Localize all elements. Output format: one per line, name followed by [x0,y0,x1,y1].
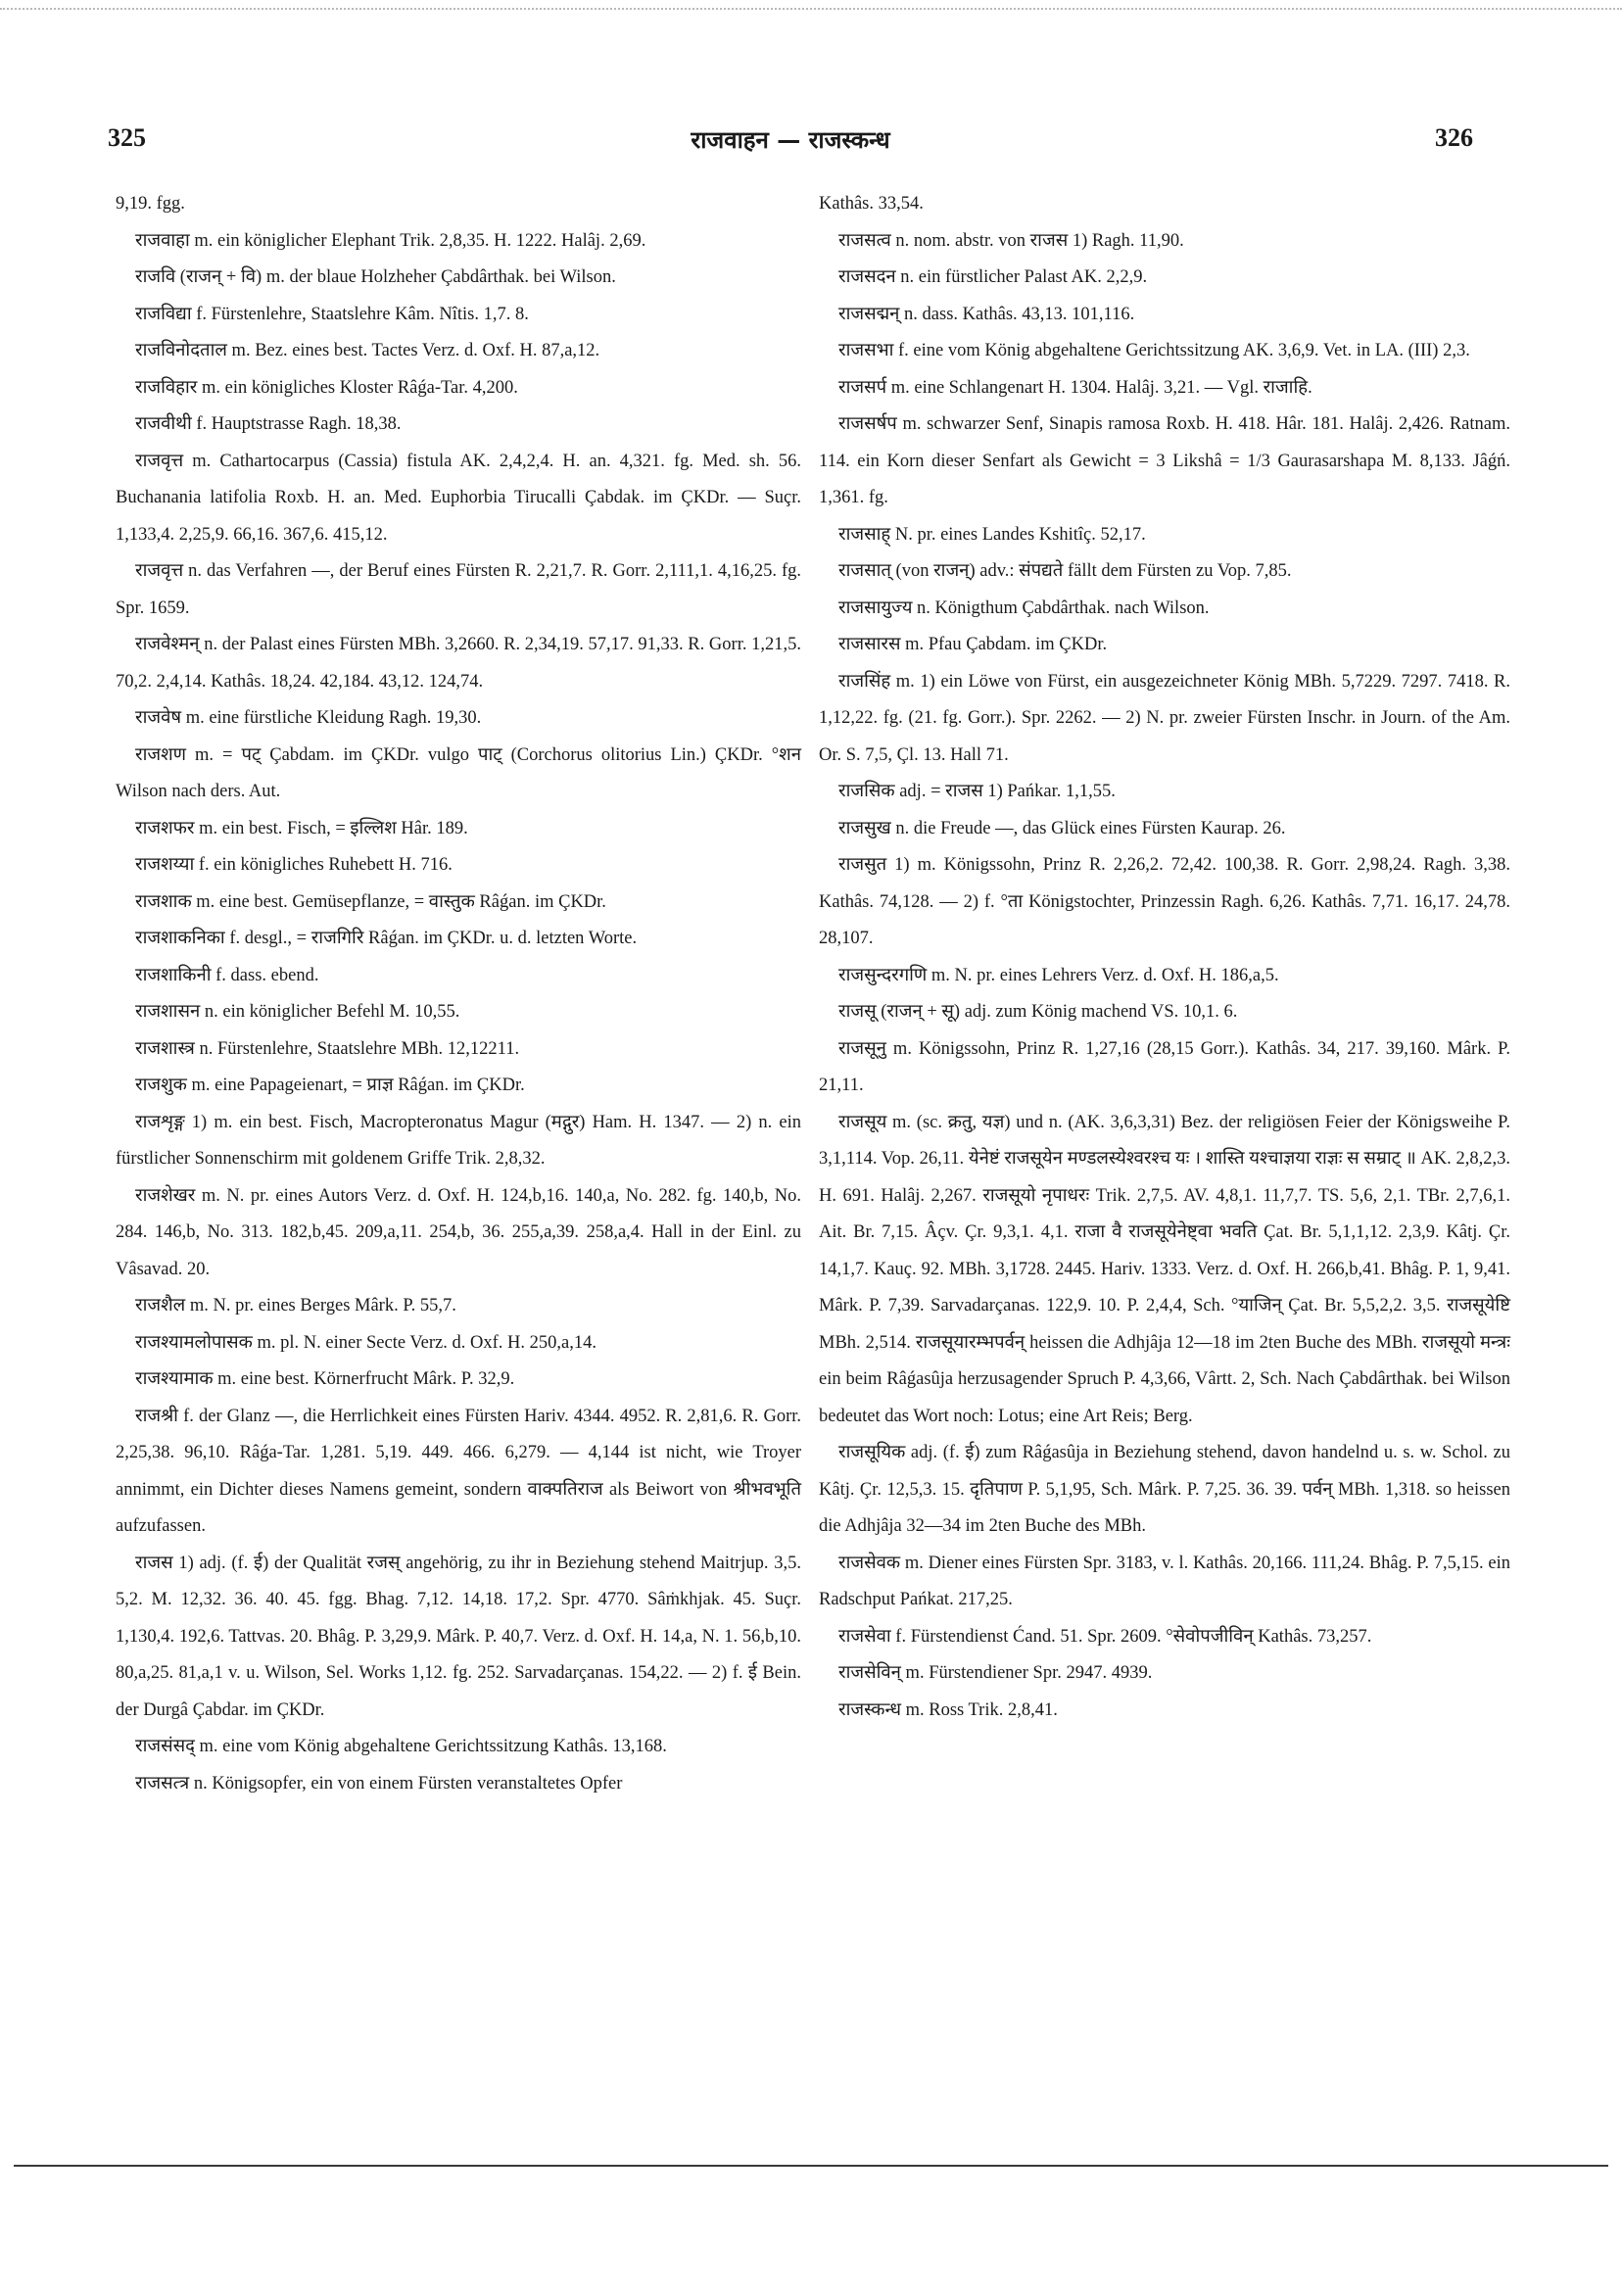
entry: राजसुन्दरगणि m. N. pr. eines Lehrers Verz. d. Oxf. H. 186,a,5. [838,965,1279,985]
entry: राजसद्मन् n. dass. Kathâs. 43,13. 101,116. [838,304,1135,324]
entry: राजशुक m. eine Papageienart, = प्राज्ञ Râǵan. im ÇKDr. [135,1076,525,1095]
entry: राजसत्व n. nom. abstr. von राजस 1) Ragh. 11,90. [838,230,1184,251]
entry: राजसर्षप m. schwarzer Senf, Sinapis ramosa Roxb. H. 418. Hâr. 181. Halâj. 2,426. Ratnam. 114. ein Korn dieser Senfart als Gewicht = 3 Likshâ = 1/3 Gaurasarshapa M. 8,133. Jâǵń. 1,361. fg. [819,414,1510,507]
left-column [116,186,801,1802]
entry: राजसात् (von राजन्) adv.: संपद्यते fällt dem Fürsten zu Vop. 7,85. [838,561,1292,581]
entry: राजसू (राजन् + सू) adj. zum König machend VS. 10,1. 6. [838,1002,1238,1022]
top-border [0,8,1622,10]
entry: राजशाकनिका f. desgl., = राजगिरि Râǵan. im ÇKDr. u. d. letzten Worte. [135,929,638,948]
entry: राजशास्त्र n. Fürstenlehre, Staatslehre MBh. 12,12211. [135,1038,520,1059]
entry: राजशफर m. ein best. Fisch, = इल्लिश Hâr. 189. [135,818,468,838]
entry: राजस 1) adj. (f. ई) der Qualität रजस् angehörig, zu ihr in Beziehung stehend Maitrjup. 3,5. 5,2. M. 12,32. 36. 40. 45. fgg. Bhag. 7,12. 14,18. 17,2. Spr. 4770. Sâṁkhjak. 45. Suçr. 1,130,4. 192,6. Tattvas. 20. Bhâg. P. 3,29,9. Mârk. P. 40,7. Verz. d. Oxf. H. 14,a, N. 1. 56,b,10. 80,a,25. 81,a,1 v. u. Wilson, Sel. Works 1,12. fg. 252. Sarvadarçanas. 154,22. — 2) f. ई Bein. der Durgâ Çabdar. im ÇKDr. [116,1553,801,1720]
entry: राजवृत्त n. das Verfahren —, der Beruf eines Fürsten R. 2,21,7. R. Gorr. 2,111,1. 4,16,25. fg. Spr. 1659. [116,561,801,618]
right-column [819,186,1510,1729]
entry: राजसेविन् m. Fürstendiener Spr. 2947. 4939. [838,1663,1153,1683]
entry: राजशाकिनी f. dass. ebend. [135,965,319,985]
entry: राजविद्या f. Fürstenlehre, Staatslehre Kâm. Nîtis. 1,7. 8. [135,304,529,324]
entry: राजवि (राजन् + वि) m. der blaue Holzheher Çabdârthak. bei Wilson. [135,267,616,287]
entry: राजसुत 1) m. Königssohn, Prinz R. 2,26,2. 72,42. 100,38. R. Gorr. 2,98,24. Ragh. 3,38. Kathâs. 74,128. — 2) f. °ता Königstochter, Prinzessin Ragh. 6,26. Kathâs. 7,71. 16,17. 24,78. 28,107. [819,855,1510,948]
entry: राजश्यामाक m. eine best. Körnerfrucht Mârk. P. 32,9. [135,1369,515,1389]
bottom-rule [14,2165,1608,2167]
entry: राजशासन n. ein königlicher Befehl M. 10,55. [135,1002,460,1022]
page-header [108,123,1473,167]
entry: राजसाह् N. pr. eines Landes Kshitîç. 52,17. [838,524,1146,545]
entry: राजवेश्मन् n. der Palast eines Fürsten MBh. 3,2660. R. 2,34,19. 57,17. 91,33. R. Gorr. 1,21,5. 70,2. 2,4,14. Kathâs. 18,24. 42,184. 43,12. 124,74. [116,635,801,692]
entry: राजशाक m. eine best. Gemüsepflanze, = वास्तुक Râǵan. im ÇKDr. [135,891,606,912]
entry: राजसेवा f. Fürstendienst Ćand. 51. Spr. 2609. °सेवोपजीविन् Kathâs. 73,257. [838,1626,1372,1647]
entry: राजसंसद् m. eine vom König abgehaltene Gerichtssitzung Kathâs. 13,168. [135,1737,667,1756]
entry: राजसिक adj. = राजस 1) Pańkar. 1,1,55. [838,782,1116,801]
entry: राजसत्त्र n. Königsopfer, ein von einem Fürsten veranstaltetes Opfer [135,1773,623,1794]
entry: राजवेष m. eine fürstliche Kleidung Ragh. 19,30. [135,708,482,728]
entry: राजशैल m. N. pr. eines Berges Mârk. P. 55,7. [135,1296,456,1315]
entry: राजसर्प m. eine Schlangenart H. 1304. Halâj. 3,21. — Vgl. राजाहि. [838,377,1312,398]
entry: राजसूनु m. Königssohn, Prinz R. 1,27,16 (28,15 Gorr.). Kathâs. 34, 217. 39,160. Mârk. P. 21,11. [819,1038,1510,1095]
entry: राजसूय m. (sc. क्रतु, यज्ञ) und n. (AK. 3,6,3,31) Bez. der religiösen Feier der Königsweihe P. 3,1,114. Vop. 26,11. येनेष्टं राजसूयेन मण्डलस्येश्वरश्च यः । शास्ति यश्चाज्ञया राज्ञः स सम्राट् ॥ AK. 2,8,2,3. H. 691. Halâj. 2,267. राजसूयो नृपाधरः Trik. 2,7,5. AV. 4,8,1. 11,7,7. TS. 5,6, 2,1. TBr. 2,7,6,1. Ait. Br. 7,15. Âçv. Çr. 9,3,1. 4,1. राजा वै राजसूयेनेष्ट्वा भवति Çat. Br. 5,1,1,12. 2,3,9. Kâtj. Çr. 14,1,7. Kauç. 92. MBh. 3,1728. 2445. Hariv. 1333. Verz. d. Oxf. H. 266,b,41. Bhâg. P. 1, 9,41. Mârk. P. 7,39. Sarvadarçanas. 122,9. 10. P. 2,4,4, Sch. °याजिन् Çat. Br. 5,5,2,2. 3,5. राजसूयेष्टि MBh. 2,514. राजसूयारम्भपर्वन् heissen die Adhjâja 12—18 im 2ten Buche des MBh. राजसूयो मन्त्रः ein beim Râǵasûja herzusagender Spruch P. 4,3,66, Vârtt. 2, Sch. Nach Çabdârthak. bei Wilson bedeutet das Wort noch: Lotus; eine Art Reis; Berg. [819,1112,1510,1426]
entry: राजसायुज्य n. Königthum Çabdârthak. nach Wilson. [838,598,1210,618]
entry: राजस्कन्ध m. Ross Trik. 2,8,41. [838,1699,1058,1720]
entry: राजवीथी f. Hauptstrasse Ragh. 18,38. [135,414,402,434]
entry: राजसुख n. die Freude —, das Glück eines Fürsten Kaurap. 26. [838,818,1286,838]
entry: राजसिंह m. 1) ein Löwe von Fürst, ein ausgezeichneter König MBh. 5,7229. 7297. 7418. R. 1,12,22. fg. (21. fg. Gorr.). Spr. 2262. — 2) N. pr. zweier Fürsten Inschr. in Journ. of the Am. Or. S. 7,5, Çl. 13. Hall 71. [819,671,1510,765]
running-head: राजवाहन — राजस्कन्ध [691,126,890,154]
entry: Kathâs. 33,54. [819,194,924,214]
page-number-left: 325 [108,123,146,152]
entry: राजशृङ्ग 1) m. ein best. Fisch, Macropteronatus Magur (मद्गुर) Ham. H. 1347. — 2) n. ein fürstlicher Sonnenschirm mit goldenem Griffe Trik. 2,8,32. [116,1112,801,1169]
entry: राजविहार m. ein königliches Kloster Râǵa-Tar. 4,200. [135,377,518,398]
entry: राजवृत्त m. Cathartocarpus (Cassia) fistula AK. 2,4,2,4. H. an. 4,321. fg. Med. sh. 56. Buchanania latifolia Roxb. H. an. Med. Euphorbia Tirucalli Çabdak. im ÇKDr. — Suçr. 1,133,4. 2,25,9. 66,16. 367,6. 415,12. [116,451,801,545]
entry: राजसभा f. eine vom König abgehaltene Gerichtssitzung AK. 3,6,9. Vet. in LA. (III) 2,3. [838,341,1470,360]
entry: राजसूयिक adj. (f. ई) zum Râǵasûja in Beziehung stehend, davon handelnd u. s. w. Schol. zu Kâtj. Çr. 12,5,3. 15. दृतिपाण P. 5,1,95, Sch. Mârk. P. 7,25. 36. 39. पर्वन् MBh. 1,318. so heissen die Adhjâja 32—34 im 2ten Buche des MBh. [819,1443,1510,1536]
entry: राजवाहा m. ein königlicher Elephant Trik. 2,8,35. H. 1222. Halâj. 2,69. [135,230,646,251]
entry: राजसदन n. ein fürstlicher Palast AK. 2,2,9. [838,267,1148,287]
entry: 9,19. fgg. [116,194,185,214]
entry: राजसेवक m. Diener eines Fürsten Spr. 3183, v. l. Kathâs. 20,166. 111,24. Bhâg. P. 7,5,15. ein Radschput Pańkat. 217,25. [819,1553,1510,1609]
page-number-right: 326 [1435,123,1473,152]
entry: राजशण m. = पट् Çabdam. im ÇKDr. vulgo पाट् (Corchorus olitorius Lin.) ÇKDr. °शन Wilson nach ders. Aut. [116,744,801,801]
entry: राजश्यामलोपासक m. pl. N. einer Secte Verz. d. Oxf. H. 250,a,14. [135,1332,596,1353]
entry: राजशेखर m. N. pr. eines Autors Verz. d. Oxf. H. 124,b,16. 140,a, No. 282. fg. 140,b, No. 284. 146,b, No. 313. 182,b,45. 209,a,11. 254,b, 36. 255,a,39. 258,a,4. Hall in der Einl. zu Vâsavad. 20. [116,1185,801,1279]
entry: राजशय्या f. ein königliches Ruhebett H. 716. [135,855,453,875]
entry: राजविनोदताल m. Bez. eines best. Tactes Verz. d. Oxf. H. 87,a,12. [135,341,600,360]
entry: राजश्री f. der Glanz —, die Herrlichkeit eines Fürsten Hariv. 4344. 4952. R. 2,81,6. R. Gorr. 2,25,38. 96,10. Râǵa-Tar. 1,281. 5,19. 449. 466. 6,279. — 4,144 ist nicht, wie Troyer annimmt, ein Dichter dieses Namens gemeint, sondern वाक्पतिराज als Beiwort von श्रीभवभूति aufzufassen. [116,1406,801,1536]
entry: राजसारस m. Pfau Çabdam. im ÇKDr. [838,635,1108,654]
